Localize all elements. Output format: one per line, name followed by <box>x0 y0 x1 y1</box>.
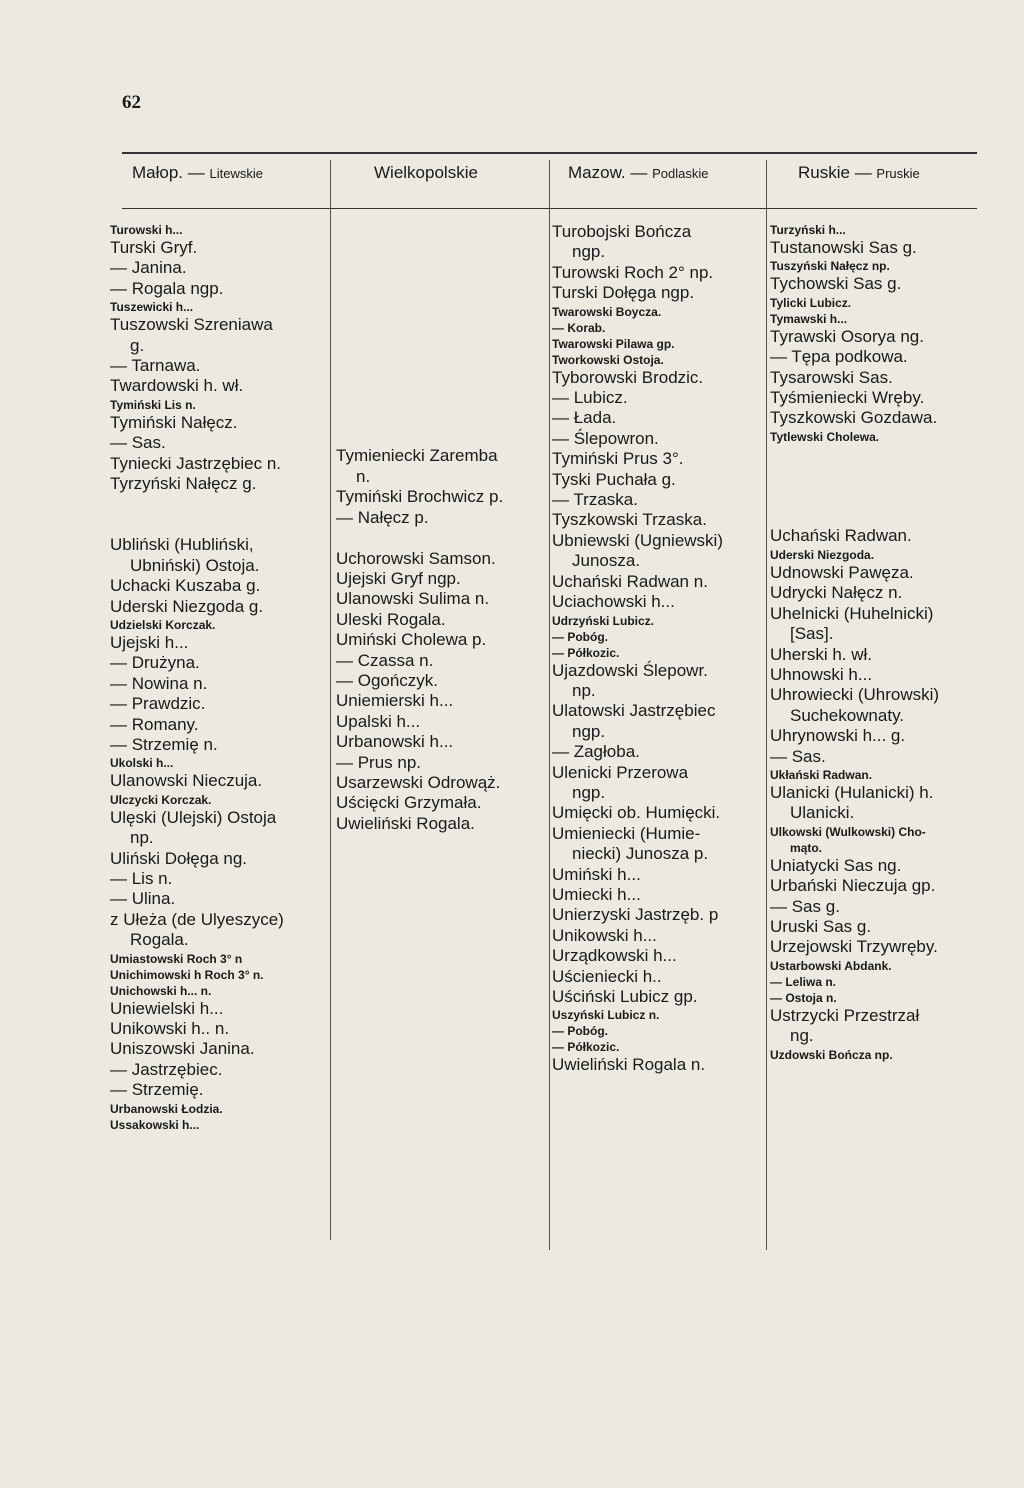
column-wielkopolskie <box>336 222 544 834</box>
entry: Uderski Niezgoda. <box>770 547 875 562</box>
entry: — Ślepowron. <box>552 428 659 448</box>
entry: — Pobóg. <box>552 1024 608 1039</box>
entry: — Sas. <box>770 746 826 766</box>
entry: mąto. <box>790 840 823 855</box>
entry: Ubniński) Ostoja. <box>130 555 260 575</box>
entry: Uwieliński Rogala n. <box>552 1055 706 1075</box>
entry: — Strzemię n. <box>110 734 218 754</box>
entry: Ussakowski h... <box>110 1117 200 1132</box>
entry: Upalski h... <box>336 711 421 731</box>
entry: Ustrzycki Przestrzał <box>770 1005 920 1025</box>
entry: g. <box>130 335 145 355</box>
entry <box>336 263 544 283</box>
entry: Uścięcki Grzymała. <box>336 793 482 813</box>
entry: Ukłański Radwan. <box>770 767 873 782</box>
entry <box>336 324 544 344</box>
entry: Unikowski h.. n. <box>110 1019 230 1038</box>
entry: z Ułeża (de Ulyeszyce) <box>110 909 284 929</box>
entry: Uliński Dołęga ng. <box>110 848 248 868</box>
page-number: 62 <box>122 92 141 113</box>
header-col1-b: Litewskie <box>209 166 263 181</box>
entry: — Półkozic. <box>552 1040 620 1055</box>
entry <box>770 445 980 465</box>
column-divider-3 <box>766 160 767 1250</box>
entry: Ulanowski Sulima n. <box>336 589 490 609</box>
entry: Uchorowski Samson. <box>336 548 496 568</box>
entry: Ulczycki Korczak. <box>110 792 212 807</box>
entry: — Ulina. <box>110 889 176 909</box>
entry: Junosza. <box>572 551 641 571</box>
entry: Ulanicki (Hulanicki) h. <box>770 782 934 802</box>
entry: Tysarowski Sas. <box>770 367 893 387</box>
entry: Ulanicki. <box>790 803 855 823</box>
entry <box>770 506 980 526</box>
entry: Uściński Lubicz gp. <box>552 987 698 1006</box>
entry: — Trzaska. <box>552 490 638 510</box>
entry: — Ogończyk. <box>336 670 439 690</box>
entry: Ujazdowski Ślepowr. <box>552 660 708 680</box>
entry: Tymieniecki Zaremba <box>336 446 498 466</box>
entry: Uchacki Kuszaba g. <box>110 576 261 596</box>
entry: Uleski Rogala. <box>336 609 446 629</box>
entry: — Łada. <box>552 408 617 428</box>
header-col2: Wielkopolskie <box>374 163 478 182</box>
entry: Uhrynowski h... g. <box>770 726 906 746</box>
entry: — Półkozic. <box>552 645 620 660</box>
entry: — Nowina n. <box>110 673 208 693</box>
entry: Uchański Radwan n. <box>552 571 708 591</box>
entry: Umiński h... <box>552 864 641 884</box>
entry: Tyśmieniecki Wręby. <box>770 388 925 408</box>
entry: Uwieliński Rogala. <box>336 813 475 833</box>
entry: — Korab. <box>552 320 606 335</box>
entry: — Drużyna. <box>110 653 200 673</box>
entry: Uścieniecki h.. <box>552 966 662 986</box>
header-col4-a: Ruskie <box>798 163 850 182</box>
entry: Umiastowski Roch 3° n <box>110 951 243 966</box>
entry: Umieniecki (Humie- <box>552 823 701 843</box>
header-col1: Małop. — Litewskie <box>132 163 263 182</box>
entry: Tworkowski Ostoja. <box>552 352 664 367</box>
entry: — Sas g. <box>770 896 840 916</box>
entry: Rogala. <box>130 930 189 950</box>
entry: Urzejowski Trzywręby. <box>770 937 938 957</box>
entry: Unichowski h... n. <box>110 983 212 998</box>
entry: n. <box>356 466 371 486</box>
entry: Udrzyński Lubicz. <box>552 613 655 628</box>
entry: — Nałęcz p. <box>336 507 429 527</box>
entry: Urbański Nieczuja gp. <box>770 876 936 896</box>
entry: Tymiński Brochwicz p. <box>336 487 504 507</box>
entry: Tuszyński Nałęcz np. <box>770 259 890 274</box>
entry: — Prus np. <box>336 752 422 772</box>
entry: Ujejski Gryf ngp. <box>336 568 461 588</box>
entry: np. <box>572 680 596 700</box>
entry: Usarzewski Odrowąż. <box>336 772 501 792</box>
entry: Ulenicki Przerowa <box>552 762 689 782</box>
entry: — Prawdzic. <box>110 694 206 714</box>
entry <box>336 242 544 262</box>
entry: Uderski Niezgoda g. <box>110 596 264 616</box>
entry: Tyszkowski Trzaska. <box>552 510 707 530</box>
entry: Urbanowski h... <box>336 732 454 752</box>
entry: ngp. <box>572 242 606 262</box>
entry: Uhnowski h... <box>770 664 873 684</box>
header-col3: Mazow. — Podlaskie <box>568 163 709 182</box>
entry <box>770 465 980 485</box>
entry: Uciachowski h... <box>552 592 675 612</box>
entry: Unikowski h... <box>552 925 657 945</box>
entry: Udnowski Pawęza. <box>770 562 914 582</box>
entry: Ukolski h... <box>110 756 174 771</box>
entry: ngp. <box>572 721 606 741</box>
entry: Turzyński h... <box>770 223 846 237</box>
header-col1-a: Małop. <box>132 163 184 182</box>
entry: Uniszowski Janina. <box>110 1039 255 1059</box>
entry: Uszyński Lubicz n. <box>552 1008 660 1023</box>
entry: Ujejski h... <box>110 632 189 652</box>
entry: Udzielski Korczak. <box>110 617 216 632</box>
column-divider-1 <box>330 160 331 1240</box>
entry: np. <box>130 828 154 848</box>
entry: Ulanowski Nieczuja. <box>110 771 263 791</box>
entry: Uchański Radwan. <box>770 526 912 546</box>
entry: Turowski h... <box>110 223 183 237</box>
entry <box>336 426 544 446</box>
header-col3-b: Podlaskie <box>652 166 709 181</box>
entry: Uniewielski h... <box>110 998 224 1018</box>
entry: niecki) Junosza p. <box>572 844 709 864</box>
entry: Tyski Puchała g. <box>552 469 676 489</box>
entry: — Czassa n. <box>336 650 434 670</box>
entry <box>336 344 544 364</box>
entry: Udrycki Nałęcz n. <box>770 583 903 603</box>
entry <box>336 304 544 324</box>
entry: Unichimowski h Roch 3° n. <box>110 967 264 982</box>
entry: Uniemierski h... <box>336 691 454 711</box>
header-top-rule <box>122 152 977 154</box>
entry: Uruski Sas g. <box>770 916 872 936</box>
entry: Tyniecki Jastrzębiec n. <box>110 453 282 473</box>
entry: — Ostoja n. <box>770 990 837 1005</box>
entry: — Rogala ngp. <box>110 278 224 298</box>
entry: Twardowski h. wł. <box>110 376 244 396</box>
entry: Tyszkowski Gozdawa. <box>770 408 938 428</box>
entry: — Janina. <box>110 258 187 278</box>
entry: ng. <box>790 1026 814 1046</box>
entry <box>770 486 980 506</box>
entry: Tyborowski Brodzic. <box>552 367 704 387</box>
header-col4-b: Pruskie <box>876 166 920 181</box>
entry: Tymiński Nałęcz. <box>110 412 238 432</box>
entry: Uhelnicki (Huhelnicki) <box>770 603 934 623</box>
entry: Ulęski (Ulejski) Ostoja <box>110 807 277 827</box>
entry: — Tarnawa. <box>110 356 201 376</box>
entry: ngp. <box>572 782 606 802</box>
entry: — Leliwa n. <box>770 974 837 989</box>
entry: Uzdowski Bończa np. <box>770 1047 893 1062</box>
entry: Turowski Roch 2° np. <box>552 262 714 282</box>
entry: Tuszowski Szreniawa <box>110 315 273 335</box>
entry: Turski Gryf. <box>110 238 198 257</box>
entry: Ulatowski Jastrzębiec <box>552 701 716 721</box>
entry: — Jastrzębiec. <box>110 1059 223 1079</box>
entry: Tuszewicki h... <box>110 300 194 315</box>
entry: — Pobóg. <box>552 629 608 644</box>
entry: Turski Dołęga ngp. <box>552 283 695 303</box>
entry: Ulkowski (Wulkowski) Cho- <box>770 824 926 839</box>
entry: Umiński Cholewa p. <box>336 630 487 650</box>
header-col4: Ruskie — Pruskie <box>798 163 920 182</box>
entry: Urządkowski h... <box>552 946 677 966</box>
entry: — Tępa podkowa. <box>770 347 908 367</box>
entry: Suchekownaty. <box>790 705 905 725</box>
entry: Tylicki Lubicz. <box>770 295 852 310</box>
entry: Ustarbowski Abdank. <box>770 958 892 973</box>
entry: Uherski h. wł. <box>770 644 873 664</box>
entry: Tymiński Prus 3°. <box>552 449 684 469</box>
entry: — Zagłoba. <box>552 742 640 762</box>
entry: — Sas. <box>110 433 166 453</box>
entry: Urbanowski Łodzia. <box>110 1101 223 1116</box>
entry: — Lubicz. <box>552 388 628 408</box>
entry <box>336 283 544 303</box>
entry <box>110 515 325 535</box>
entry: Tymiński Lis n. <box>110 397 196 412</box>
header-col3-a: Mazow. <box>568 163 626 182</box>
entry: Uhrowiecki (Uhrowski) <box>770 685 940 705</box>
column-litewskie <box>110 222 325 1133</box>
entry: Ubliński (Hubliński, <box>110 535 254 555</box>
column-pruskie <box>770 222 980 1063</box>
entry: Tychowski Sas g. <box>770 274 902 294</box>
entry: Tytlewski Cholewa. <box>770 429 880 444</box>
entry <box>336 222 544 242</box>
entry: Tyrzyński Nałęcz g. <box>110 474 257 494</box>
entry: — Lis n. <box>110 868 173 888</box>
entry: Umięcki ob. Humięcki. <box>552 803 721 823</box>
column-podlaskie <box>552 222 762 1076</box>
entry: Uniatycki Sas ng. <box>770 855 902 875</box>
entry: [Sas]. <box>790 624 834 644</box>
entry <box>336 385 544 405</box>
entry: Tustanowski Sas g. <box>770 238 917 257</box>
entry <box>336 528 544 548</box>
entry <box>336 365 544 385</box>
entry: Ubniewski (Ugniewski) <box>552 530 723 550</box>
entry: Turobojski Bończa <box>552 222 692 241</box>
column-divider-2 <box>549 160 550 1250</box>
entry: — Strzemię. <box>110 1080 204 1100</box>
entry: Unierzyski Jastrzęb. p <box>552 905 719 925</box>
entry: Umiecki h... <box>552 884 641 904</box>
entry: Twarowski Boycza. <box>552 304 662 319</box>
entry: Tyrawski Osorya ng. <box>770 326 924 346</box>
entry: — Romany. <box>110 714 199 734</box>
entry <box>336 406 544 426</box>
entry: Twarowski Pilawa gp. <box>552 336 675 351</box>
entry: Tymawski h... <box>770 311 848 326</box>
entry <box>110 494 325 514</box>
